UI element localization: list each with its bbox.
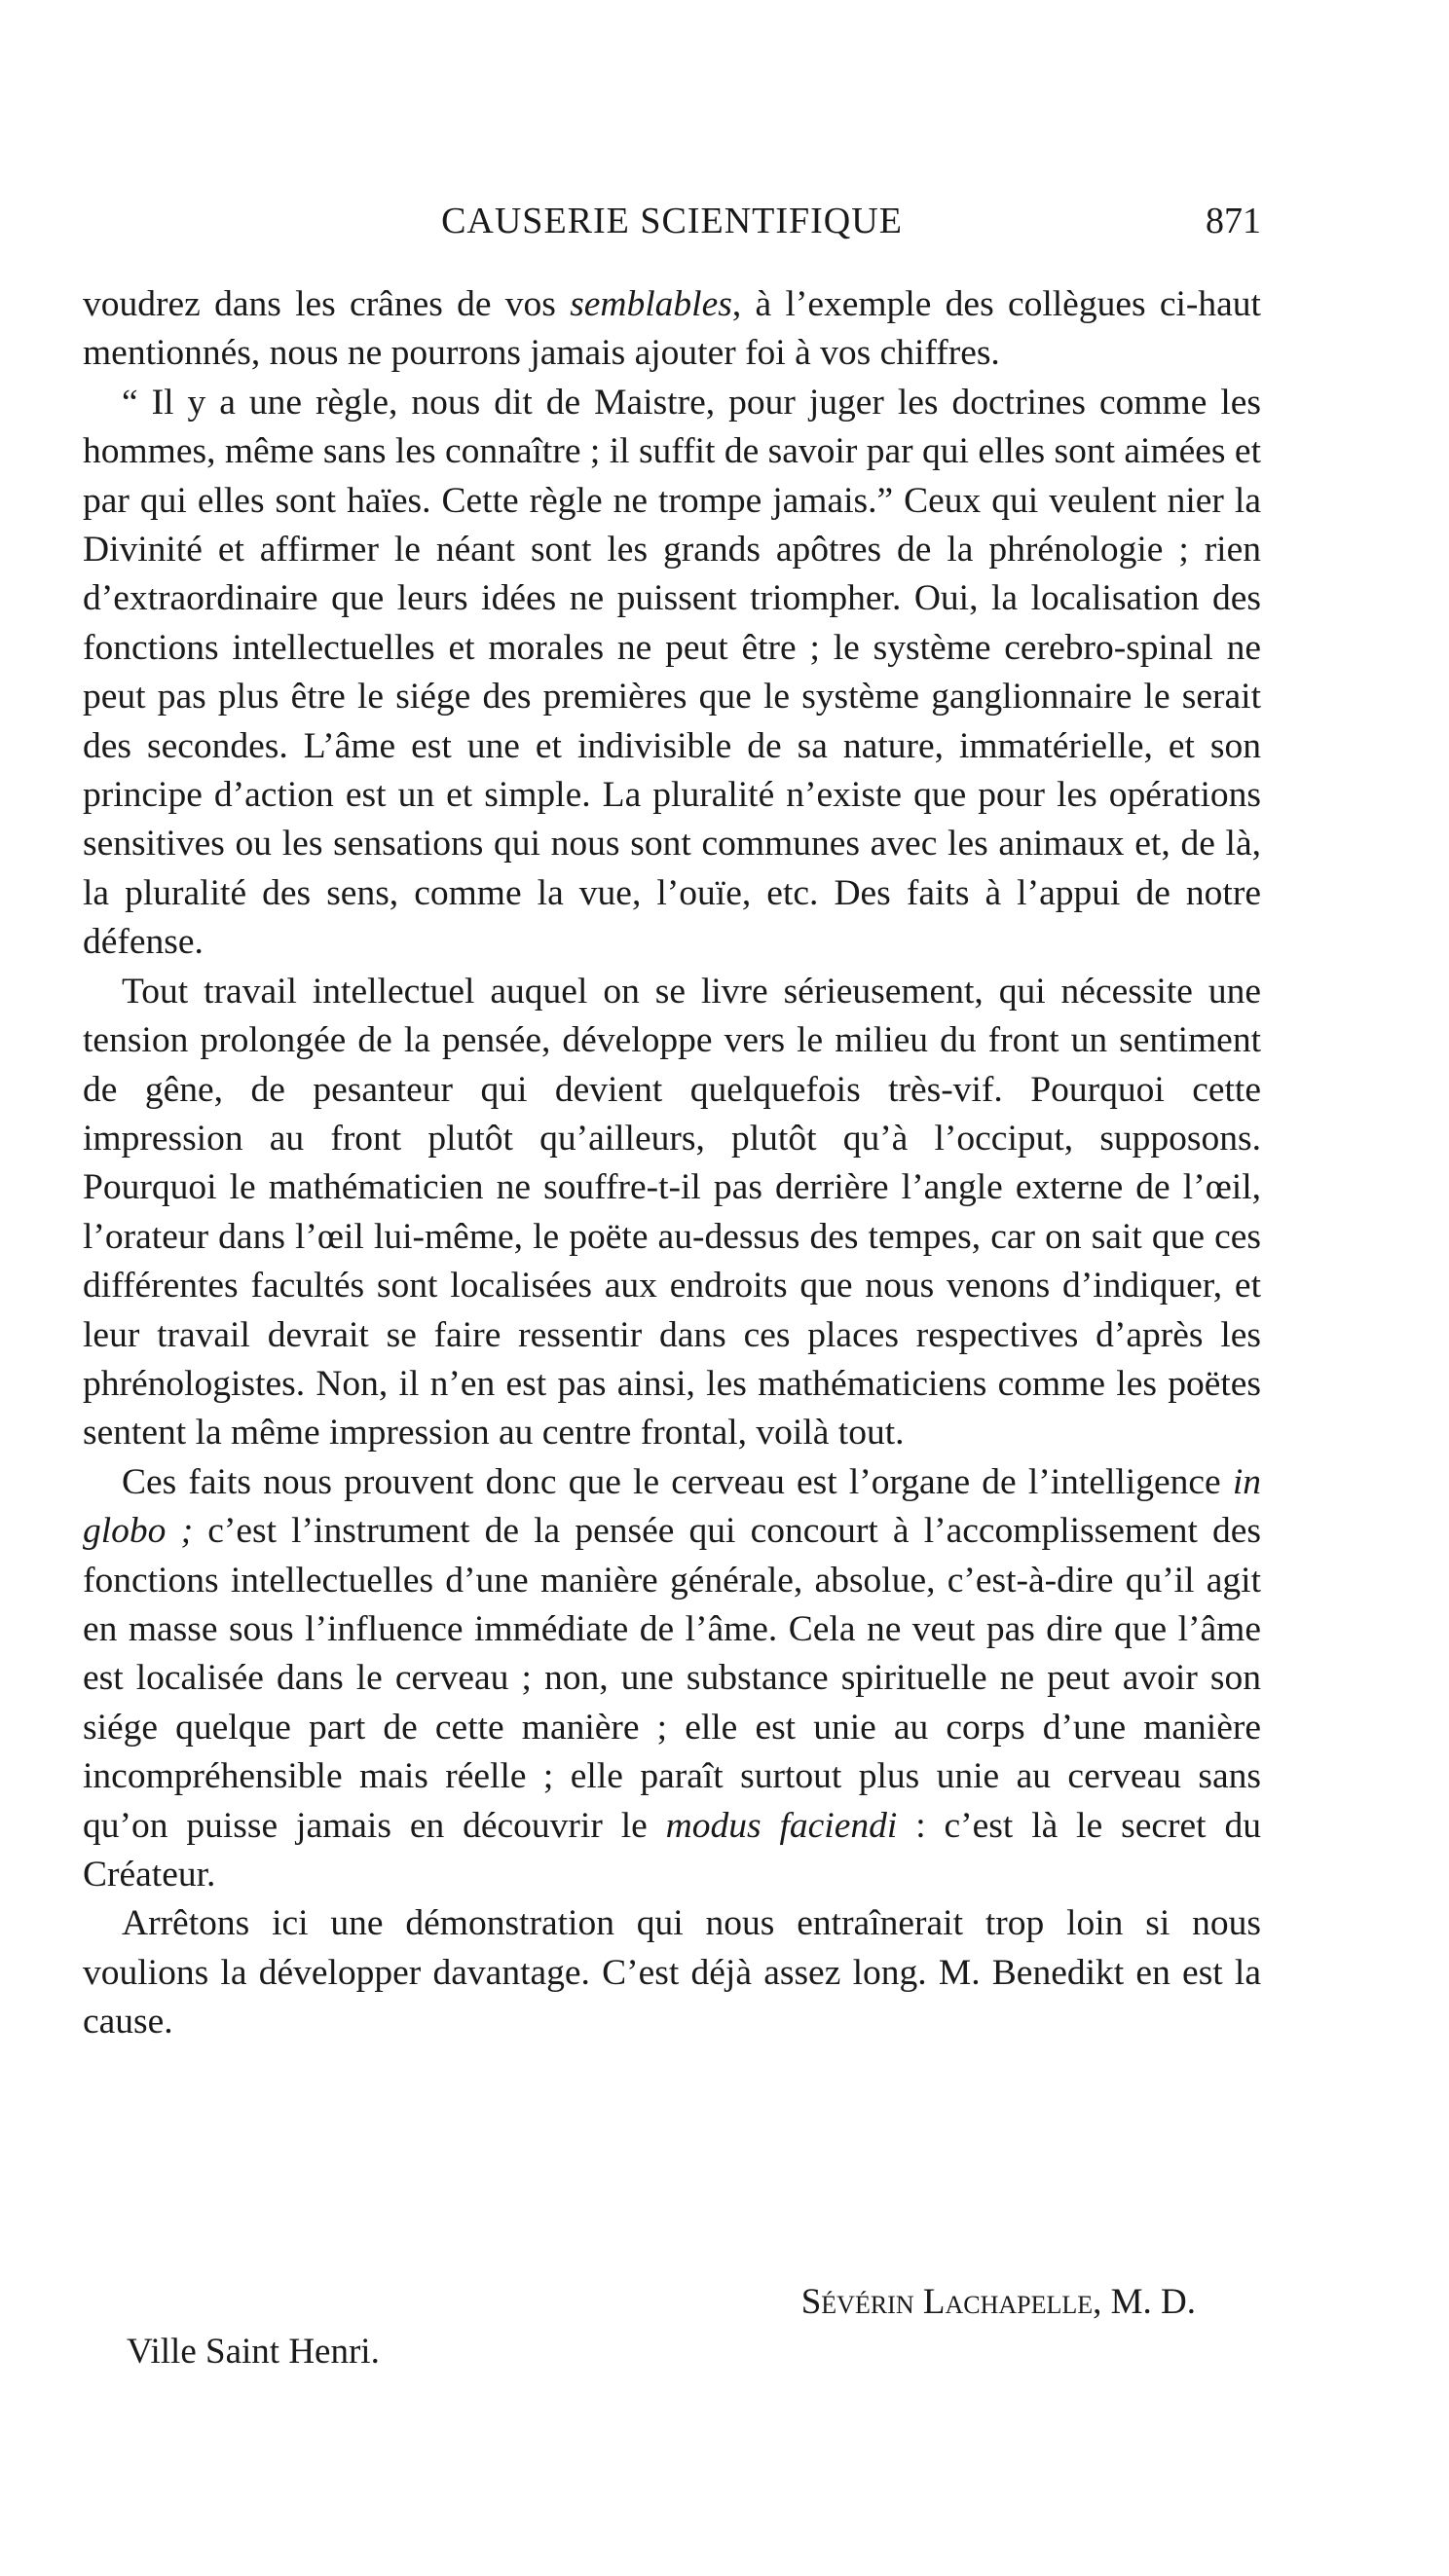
page-header	[83, 200, 1261, 258]
paragraph-5: Arrêtons ici une démonstration qui nous entraînerait trop loin si nous voulions la développer davantage. C’est déjà assez long. M. Benedikt en est la cause.	[83, 1903, 1261, 2042]
paragraph-4-italic-a: in globo ;	[83, 1461, 1261, 1552]
paragraph-1-italic: semblables	[570, 284, 732, 324]
author-suffix: , M. D.	[1093, 2282, 1196, 2322]
running-head: CAUSERIE SCIENTIFIQUE	[441, 201, 903, 241]
paragraph-4-text-a: Ces faits nous prouvent donc que le cerveau est l’organe de l’intelligence	[122, 1461, 1233, 1502]
paragraph-4-italic-b: modus faciendi	[665, 1805, 898, 1846]
paragraph-4-text-b: c’est l’instrument de la pensée qui concourt à l’accomplissement des fonctions intellectuelles d’une manière générale, absolue, c’est-à-dire qu’il agit en masse sous l’influence immédiate de l’âme. Cela ne veut pas dire que l’âme est localisée dans le cerveau ; non, une substance spirituelle ne peut avoir son siége quelque part de cette manière ; elle est unie au corps d’une manière incompréhensible mais réelle ; elle paraît surtout plus unie au cerveau sans qu’on puisse jamais en découvrir le	[83, 1511, 1261, 1846]
paragraph-2: “ Il y a une règle, nous dit de Maistre, pour juger les doctrines comme les hommes, même sans les connaître ; il suffit de savoir par qui elles sont aimées et par qui elles sont haïes. Cette règle ne trompe jamais.” Ceux qui veulent nier la Divinité et affirmer le néant sont les grands apôtres de la phrénologie ; rien d’extraordinaire que leurs idées ne puissent triompher. Oui, la localisation des fonctions intellectuelles et morales ne peut être ; le système cerebro-spinal ne peut pas plus être le siége des premières que le système ganglionnaire le serait des secondes. L’âme est une et indivisible de sa nature, immatérielle, et son principe d’action est un et simple. La pluralité n’existe que pour les opérations sensitives ou les sensations qui nous sont communes avec les animaux et, de là, la pluralité des sens, comme la vue, l’ouïe, etc. Des faits à l’appui de notre défense.	[83, 382, 1261, 963]
paragraph-1	[83, 280, 1261, 379]
body-text	[83, 280, 1261, 2047]
author-name: Sévérin Lachapelle	[800, 2282, 1094, 2322]
paragraph-1-text-b: , à l’exemple des collègues ci-haut mentionnés, nous ne pourrons jamais ajouter foi à vos chiffres.	[83, 284, 1261, 374]
author-signature	[801, 2281, 1196, 2323]
paragraph-1-text-a: voudrez dans les crânes de vos	[83, 284, 571, 324]
paragraph-4-text-c: : c’est là le secret du Créateur.	[83, 1805, 1261, 1895]
place-line: Ville Saint Henri.	[127, 2332, 380, 2372]
paragraph-4	[83, 1458, 1261, 1900]
paragraph-3: Tout travail intellectuel auquel on se livre sérieusement, qui nécessite une tension prolongée de la pensée, développe vers le milieu du front un sentiment de gêne, de pesanteur qui devient quelquefois très-vif. Pourquoi cette impression au front plutôt qu’ailleurs, plutôt qu’à l’occiput, supposons. Pourquoi le mathématicien ne souffre-t-il pas derrière l’angle externe de l’œil, l’orateur dans l’œil lui-même, le poëte au-dessus des tempes, car on sait que ces différentes facultés sont localisées aux endroits que nous venons d’indiquer, et leur travail devrait se faire ressentir dans ces places respectives d’après les phrénologistes. Non, il n’en est pas ainsi, les mathématiciens comme les poëtes sentent la même impression au centre frontal, voilà tout.	[83, 971, 1261, 1454]
page-number: 871	[1206, 201, 1261, 241]
